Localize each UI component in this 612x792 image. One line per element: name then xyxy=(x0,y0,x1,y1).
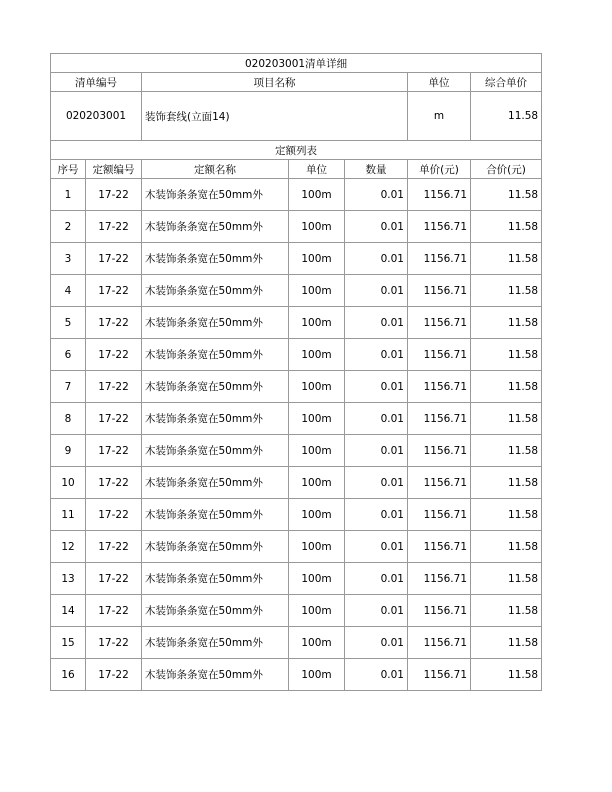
unit-price-header: 单价(元) xyxy=(408,160,471,179)
table-row xyxy=(51,211,542,243)
table-row xyxy=(51,467,542,499)
row-quota-name: 木装饰条条宽在50mm外 xyxy=(142,307,289,339)
row-quota-code: 17-22 xyxy=(86,467,142,499)
row-quota-name: 木装饰条条宽在50mm外 xyxy=(142,435,289,467)
row-total-price: 11.58 xyxy=(471,467,542,499)
row-unit: 100m xyxy=(289,595,345,627)
row-unit-price: 1156.71 xyxy=(408,211,471,243)
row-quantity: 0.01 xyxy=(345,339,408,371)
row-quota-code: 17-22 xyxy=(86,339,142,371)
row-unit: 100m xyxy=(289,371,345,403)
row-total-price: 11.58 xyxy=(471,371,542,403)
bill-code-header: 清单编号 xyxy=(51,73,142,92)
row-quota-code: 17-22 xyxy=(86,371,142,403)
row-quota-name: 木装饰条条宽在50mm外 xyxy=(142,339,289,371)
bill-detail-sheet xyxy=(50,53,541,691)
row-quota-name: 木装饰条条宽在50mm外 xyxy=(142,499,289,531)
bill-unit-price-header: 综合单价 xyxy=(471,73,542,92)
row-unit-price: 1156.71 xyxy=(408,275,471,307)
row-total-price: 11.58 xyxy=(471,659,542,691)
row-quota-name: 木装饰条条宽在50mm外 xyxy=(142,563,289,595)
row-total-price: 11.58 xyxy=(471,531,542,563)
row-quota-code: 17-22 xyxy=(86,243,142,275)
bill-item-name: 装饰套线(立面14) xyxy=(142,92,408,141)
quota-unit-header: 单位 xyxy=(289,160,345,179)
row-quantity: 0.01 xyxy=(345,627,408,659)
row-quantity: 0.01 xyxy=(345,531,408,563)
table-row xyxy=(51,339,542,371)
row-total-price: 11.58 xyxy=(471,403,542,435)
row-total-price: 11.58 xyxy=(471,275,542,307)
row-unit: 100m xyxy=(289,275,345,307)
table-row xyxy=(51,627,542,659)
seq-header: 序号 xyxy=(51,160,86,179)
row-seq: 14 xyxy=(51,595,86,627)
row-unit: 100m xyxy=(289,659,345,691)
row-unit-price: 1156.71 xyxy=(408,563,471,595)
row-seq: 8 xyxy=(51,403,86,435)
bill-detail-table xyxy=(50,53,542,691)
row-unit-price: 1156.71 xyxy=(408,339,471,371)
row-quota-code: 17-22 xyxy=(86,179,142,211)
row-quota-name: 木装饰条条宽在50mm外 xyxy=(142,595,289,627)
row-unit-price: 1156.71 xyxy=(408,403,471,435)
row-unit-price: 1156.71 xyxy=(408,467,471,499)
row-total-price: 11.58 xyxy=(471,499,542,531)
table-row xyxy=(51,403,542,435)
title-row xyxy=(51,54,542,73)
table-row xyxy=(51,531,542,563)
row-seq: 4 xyxy=(51,275,86,307)
row-quota-name: 木装饰条条宽在50mm外 xyxy=(142,403,289,435)
row-quota-name: 木装饰条条宽在50mm外 xyxy=(142,179,289,211)
row-quota-name: 木装饰条条宽在50mm外 xyxy=(142,211,289,243)
row-seq: 16 xyxy=(51,659,86,691)
row-unit: 100m xyxy=(289,307,345,339)
row-seq: 11 xyxy=(51,499,86,531)
quota-list-title: 定额列表 xyxy=(51,141,542,160)
row-quota-name: 木装饰条条宽在50mm外 xyxy=(142,467,289,499)
row-seq: 7 xyxy=(51,371,86,403)
bill-header-row xyxy=(51,73,542,92)
row-quantity: 0.01 xyxy=(345,371,408,403)
row-unit-price: 1156.71 xyxy=(408,499,471,531)
row-quota-code: 17-22 xyxy=(86,531,142,563)
row-quantity: 0.01 xyxy=(345,403,408,435)
table-row xyxy=(51,563,542,595)
row-unit-price: 1156.71 xyxy=(408,595,471,627)
row-total-price: 11.58 xyxy=(471,563,542,595)
quota-title-row xyxy=(51,141,542,160)
row-total-price: 11.58 xyxy=(471,627,542,659)
row-quota-code: 17-22 xyxy=(86,307,142,339)
row-quantity: 0.01 xyxy=(345,243,408,275)
bill-row xyxy=(51,92,542,141)
row-total-price: 11.58 xyxy=(471,211,542,243)
row-unit: 100m xyxy=(289,467,345,499)
bill-item-name-header: 项目名称 xyxy=(142,73,408,92)
row-quota-name: 木装饰条条宽在50mm外 xyxy=(142,371,289,403)
row-unit: 100m xyxy=(289,403,345,435)
row-seq: 5 xyxy=(51,307,86,339)
row-total-price: 11.58 xyxy=(471,435,542,467)
row-quantity: 0.01 xyxy=(345,435,408,467)
row-total-price: 11.58 xyxy=(471,307,542,339)
bill-unit-header: 单位 xyxy=(408,73,471,92)
row-unit-price: 1156.71 xyxy=(408,627,471,659)
row-quota-name: 木装饰条条宽在50mm外 xyxy=(142,243,289,275)
row-quota-name: 木装饰条条宽在50mm外 xyxy=(142,659,289,691)
quota-header-row xyxy=(51,160,542,179)
row-quota-code: 17-22 xyxy=(86,211,142,243)
row-quota-code: 17-22 xyxy=(86,563,142,595)
row-quota-code: 17-22 xyxy=(86,403,142,435)
row-seq: 1 xyxy=(51,179,86,211)
total-price-header: 合价(元) xyxy=(471,160,542,179)
quota-name-header: 定额名称 xyxy=(142,160,289,179)
bill-unit-price: 11.58 xyxy=(471,92,542,141)
row-seq: 12 xyxy=(51,531,86,563)
table-row xyxy=(51,371,542,403)
row-unit-price: 1156.71 xyxy=(408,531,471,563)
row-total-price: 11.58 xyxy=(471,595,542,627)
table-row xyxy=(51,659,542,691)
table-row xyxy=(51,307,542,339)
row-unit-price: 1156.71 xyxy=(408,179,471,211)
row-unit: 100m xyxy=(289,435,345,467)
bill-unit: m xyxy=(408,92,471,141)
row-quantity: 0.01 xyxy=(345,563,408,595)
row-quota-code: 17-22 xyxy=(86,275,142,307)
row-quantity: 0.01 xyxy=(345,467,408,499)
row-quota-name: 木装饰条条宽在50mm外 xyxy=(142,627,289,659)
row-unit: 100m xyxy=(289,499,345,531)
table-row xyxy=(51,499,542,531)
row-quantity: 0.01 xyxy=(345,307,408,339)
row-unit: 100m xyxy=(289,243,345,275)
row-unit-price: 1156.71 xyxy=(408,371,471,403)
row-seq: 3 xyxy=(51,243,86,275)
row-unit: 100m xyxy=(289,627,345,659)
row-unit: 100m xyxy=(289,179,345,211)
quantity-header: 数量 xyxy=(345,160,408,179)
row-total-price: 11.58 xyxy=(471,179,542,211)
row-unit-price: 1156.71 xyxy=(408,435,471,467)
row-unit: 100m xyxy=(289,339,345,371)
row-unit-price: 1156.71 xyxy=(408,659,471,691)
row-seq: 9 xyxy=(51,435,86,467)
row-unit-price: 1156.71 xyxy=(408,243,471,275)
row-seq: 6 xyxy=(51,339,86,371)
row-quantity: 0.01 xyxy=(345,179,408,211)
table-row xyxy=(51,179,542,211)
row-total-price: 11.58 xyxy=(471,243,542,275)
row-unit: 100m xyxy=(289,563,345,595)
table-row xyxy=(51,595,542,627)
row-quota-code: 17-22 xyxy=(86,627,142,659)
row-seq: 15 xyxy=(51,627,86,659)
table-row xyxy=(51,243,542,275)
row-seq: 13 xyxy=(51,563,86,595)
table-row xyxy=(51,275,542,307)
row-quota-name: 木装饰条条宽在50mm外 xyxy=(142,531,289,563)
row-quantity: 0.01 xyxy=(345,659,408,691)
row-quantity: 0.01 xyxy=(345,275,408,307)
page-title: 020203001清单详细 xyxy=(51,54,542,73)
row-seq: 2 xyxy=(51,211,86,243)
row-quantity: 0.01 xyxy=(345,595,408,627)
row-total-price: 11.58 xyxy=(471,339,542,371)
bill-code: 020203001 xyxy=(51,92,142,141)
row-quantity: 0.01 xyxy=(345,499,408,531)
row-unit-price: 1156.71 xyxy=(408,307,471,339)
table-row xyxy=(51,435,542,467)
row-quota-code: 17-22 xyxy=(86,435,142,467)
row-quantity: 0.01 xyxy=(345,211,408,243)
row-unit: 100m xyxy=(289,211,345,243)
row-seq: 10 xyxy=(51,467,86,499)
quota-code-header: 定额编号 xyxy=(86,160,142,179)
row-unit: 100m xyxy=(289,531,345,563)
row-quota-code: 17-22 xyxy=(86,499,142,531)
row-quota-name: 木装饰条条宽在50mm外 xyxy=(142,275,289,307)
row-quota-code: 17-22 xyxy=(86,659,142,691)
row-quota-code: 17-22 xyxy=(86,595,142,627)
